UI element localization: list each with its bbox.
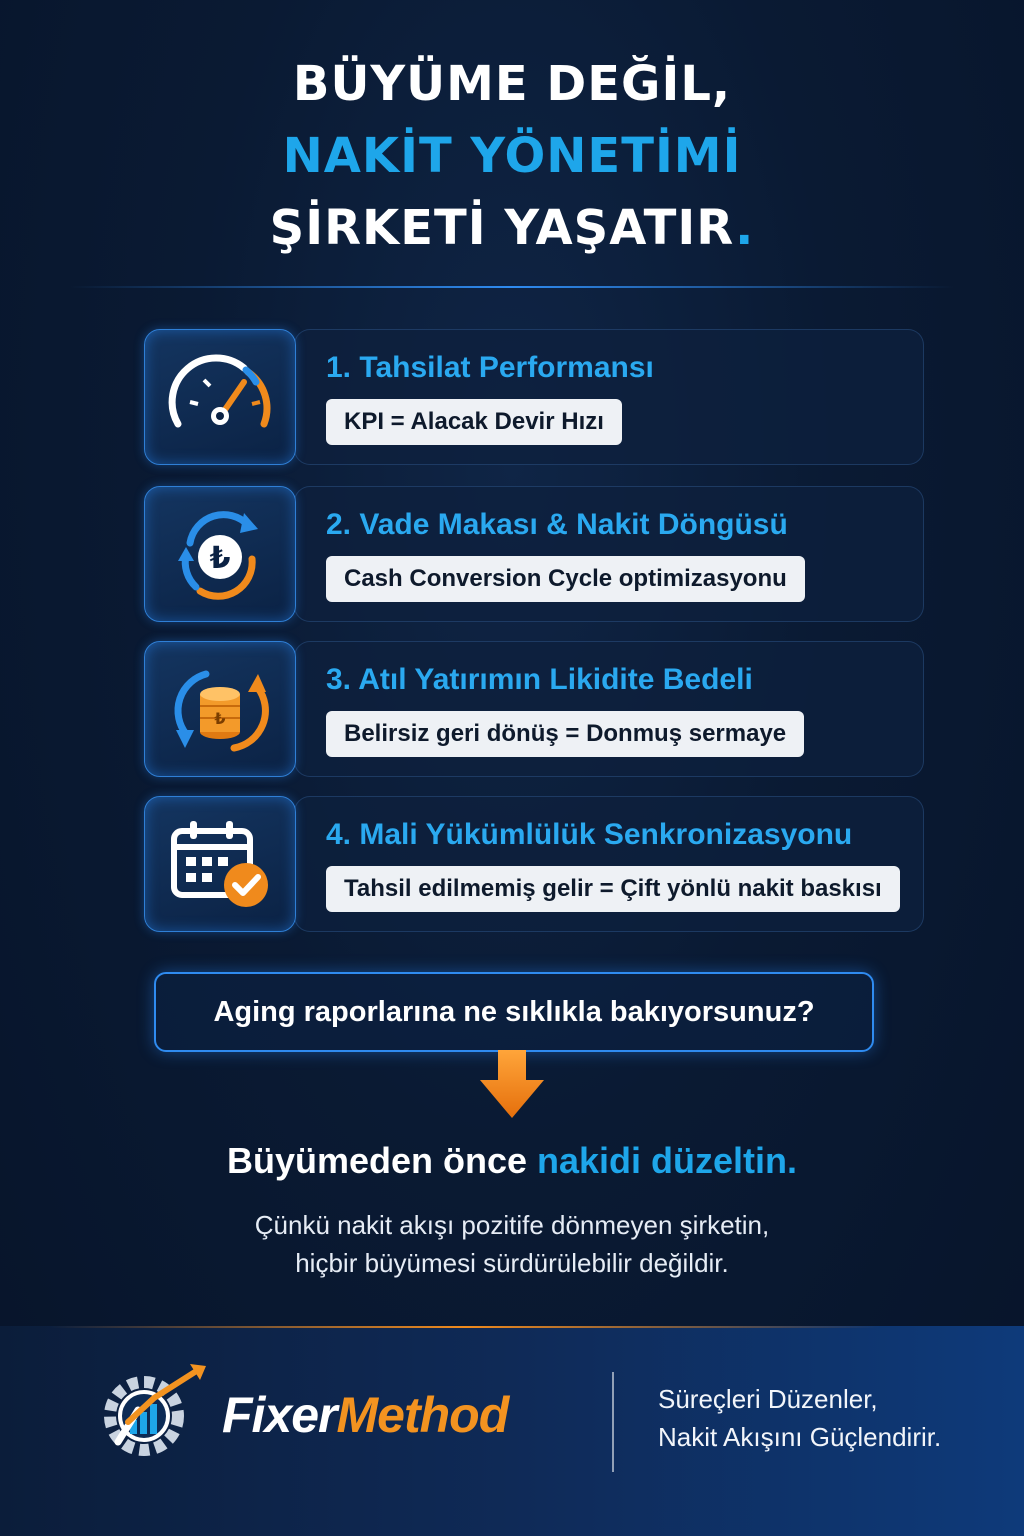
- card-atil: [144, 641, 922, 775]
- svg-text:₺: ₺: [209, 541, 231, 576]
- subtext-line-1: Çünkü nakit akışı pozitife dönmeyen şirketin,: [254, 1210, 770, 1240]
- headline-dot: .: [735, 200, 755, 256]
- card-tahsilat: [144, 329, 922, 463]
- card-pill: Cash Conversion Cycle optimizasyonu: [326, 556, 805, 602]
- card-icon-box: [144, 641, 296, 777]
- card-icon-box: [144, 796, 296, 932]
- arrow-down-icon: [476, 1050, 548, 1122]
- fixermethod-logo-icon: [94, 1364, 212, 1460]
- headline-line-2: NAKİT YÖNETİMİ: [282, 128, 742, 184]
- footer-separator: [612, 1372, 614, 1472]
- card-pill: Belirsiz geri dönüş = Donmuş sermaye: [326, 711, 804, 757]
- divider-line: [70, 286, 954, 288]
- tagline: [658, 1380, 941, 1456]
- card-vade: [144, 486, 922, 620]
- cta-prefix: Büyümeden önce: [226, 1140, 538, 1181]
- brand-part-2: Method: [336, 1387, 509, 1443]
- brand-name: [222, 1386, 508, 1444]
- card-mali: [144, 796, 922, 930]
- call-to-action: [0, 1140, 1024, 1182]
- speedometer-icon: [160, 342, 280, 452]
- footer-divider: [50, 1326, 880, 1328]
- svg-text:₺: ₺: [214, 709, 226, 728]
- tagline-line-1: Süreçleri Düzenler,: [658, 1384, 878, 1414]
- brand-part-1: Fixer: [222, 1387, 337, 1443]
- card-pill: KPI = Alacak Devir Hızı: [326, 399, 622, 445]
- coin-stack-cycle-icon: [160, 654, 280, 764]
- headline: [0, 48, 1024, 264]
- card-title: 4. Mali Yükümlülük Senkronizasyonu: [326, 818, 853, 851]
- headline-line-3: [0, 192, 1024, 264]
- headline-line-3-text: ŞİRKETİ YAŞATIR: [269, 200, 736, 256]
- card-title: 3. Atıl Yatırımın Likidite Bedeli: [326, 663, 753, 696]
- card-icon-box: [144, 486, 296, 622]
- subtext-line-2: hiçbir büyümesi sürdürülebilir değildir.: [295, 1248, 729, 1278]
- question-box: Aging raporlarına ne sıklıkla bakıyorsunuz?: [154, 972, 874, 1052]
- tagline-line-2: Nakit Akışını Güçlendirir.: [658, 1422, 942, 1452]
- subtext: [0, 1206, 1024, 1282]
- lira-cycle-icon: [160, 499, 280, 609]
- cta-highlight: nakidi düzeltin.: [537, 1140, 798, 1181]
- calendar-check-icon: [160, 809, 280, 919]
- headline-line-1: BÜYÜME DEĞİL,: [292, 56, 732, 112]
- card-title: 1. Tahsilat Performansı: [326, 351, 654, 384]
- card-icon-box: [144, 329, 296, 465]
- card-pill: Tahsil edilmemiş gelir = Çift yönlü nakit baskısı: [326, 866, 900, 912]
- card-title: 2. Vade Makası & Nakit Döngüsü: [326, 508, 788, 541]
